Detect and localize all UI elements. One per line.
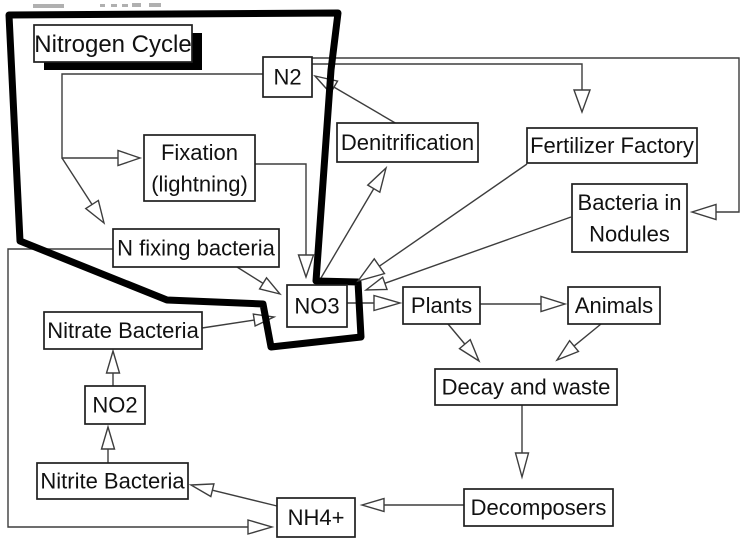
arrow-nh4-to-nitrite-bacteria bbox=[191, 484, 277, 506]
arrowhead bbox=[557, 341, 578, 360]
arrowhead bbox=[248, 520, 272, 534]
node-decomposers bbox=[464, 489, 613, 526]
arrow-n2-to-fertilizer-factory bbox=[312, 64, 590, 112]
arrowhead bbox=[362, 499, 384, 512]
node-label-nitrite-bacteria: Nitrite Bacteria bbox=[40, 468, 185, 494]
node-label-plants: Plants bbox=[410, 293, 473, 319]
node-label-nh4: NH4+ bbox=[287, 505, 345, 531]
arrowhead bbox=[516, 453, 529, 477]
node-label-decay-and-waste: Decay and waste bbox=[441, 374, 611, 400]
arrow-n2-to-n-fixing-bacteria bbox=[62, 158, 104, 223]
node-label-no2: NO2 bbox=[92, 392, 138, 418]
arrowhead bbox=[368, 168, 386, 192]
arrowhead bbox=[299, 255, 314, 277]
node-label-animals: Animals bbox=[574, 293, 654, 319]
node-animals bbox=[568, 287, 660, 324]
arrow-animals-to-decay bbox=[557, 324, 601, 360]
arrowhead bbox=[366, 277, 387, 290]
node-label-n-fixing-bacteria: N fixing bacteria bbox=[117, 235, 275, 261]
node-nh4 bbox=[277, 498, 355, 537]
node-fertilizer-factory bbox=[527, 128, 697, 163]
node-nitrate-bacteria bbox=[44, 312, 202, 349]
arrowhead bbox=[107, 351, 120, 373]
arrow-nitrite-bacteria-to-no2 bbox=[102, 427, 115, 463]
node-plants bbox=[403, 287, 480, 324]
node-nitrite-bacteria bbox=[37, 463, 188, 499]
arrow-no3-to-plants bbox=[347, 296, 400, 311]
node-bacteria-in-nodules bbox=[572, 184, 687, 252]
node-label-n2: N2 bbox=[273, 64, 302, 90]
node-fixation bbox=[144, 135, 255, 201]
node-label-title: Nitrogen Cycle bbox=[34, 30, 192, 58]
node-n2 bbox=[263, 57, 312, 97]
node-label-decomposers: Decomposers bbox=[470, 495, 607, 521]
arrow-decay-to-decomposers bbox=[516, 405, 529, 477]
arrowhead bbox=[374, 296, 400, 311]
node-label-denitrification: Denitrification bbox=[340, 130, 475, 156]
node-label-bacteria-in-nodules-line2: Nodules bbox=[589, 221, 670, 247]
arrowhead bbox=[541, 297, 565, 312]
arrowhead bbox=[86, 200, 104, 223]
arrowhead bbox=[460, 340, 479, 361]
node-denitrification bbox=[337, 123, 478, 162]
node-decay-and-waste bbox=[435, 369, 617, 405]
arrowhead bbox=[358, 259, 384, 281]
node-label-nitrate-bacteria: Nitrate Bacteria bbox=[47, 318, 199, 344]
node-label-fixation-line2: (lightning) bbox=[151, 171, 248, 197]
scan-artifacts bbox=[33, 3, 161, 8]
arrow-plants-to-decay bbox=[448, 324, 479, 361]
node-title bbox=[34, 25, 202, 70]
arrowhead bbox=[102, 427, 115, 449]
arrow-n-fixing-bacteria-to-no3 bbox=[237, 267, 280, 294]
node-label-bacteria-in-nodules-line1: Bacteria in bbox=[577, 189, 682, 215]
arrowhead bbox=[260, 278, 280, 294]
arrowhead bbox=[692, 205, 716, 220]
arrow-no2-to-nitrate-bacteria bbox=[107, 351, 120, 386]
arrowhead bbox=[574, 90, 590, 112]
arrowhead bbox=[118, 151, 140, 166]
node-label-fixation-line1: Fixation bbox=[160, 139, 239, 165]
arrow-plants-to-animals bbox=[480, 297, 565, 312]
node-no3 bbox=[287, 285, 347, 327]
arrow-decomposers-to-nh4 bbox=[362, 499, 464, 512]
node-no2 bbox=[85, 386, 145, 424]
node-label-no3: NO3 bbox=[294, 293, 340, 319]
node-n-fixing-bacteria bbox=[113, 229, 279, 267]
arrowhead bbox=[191, 484, 214, 497]
node-label-fertilizer-factory: Fertilizer Factory bbox=[530, 133, 694, 159]
